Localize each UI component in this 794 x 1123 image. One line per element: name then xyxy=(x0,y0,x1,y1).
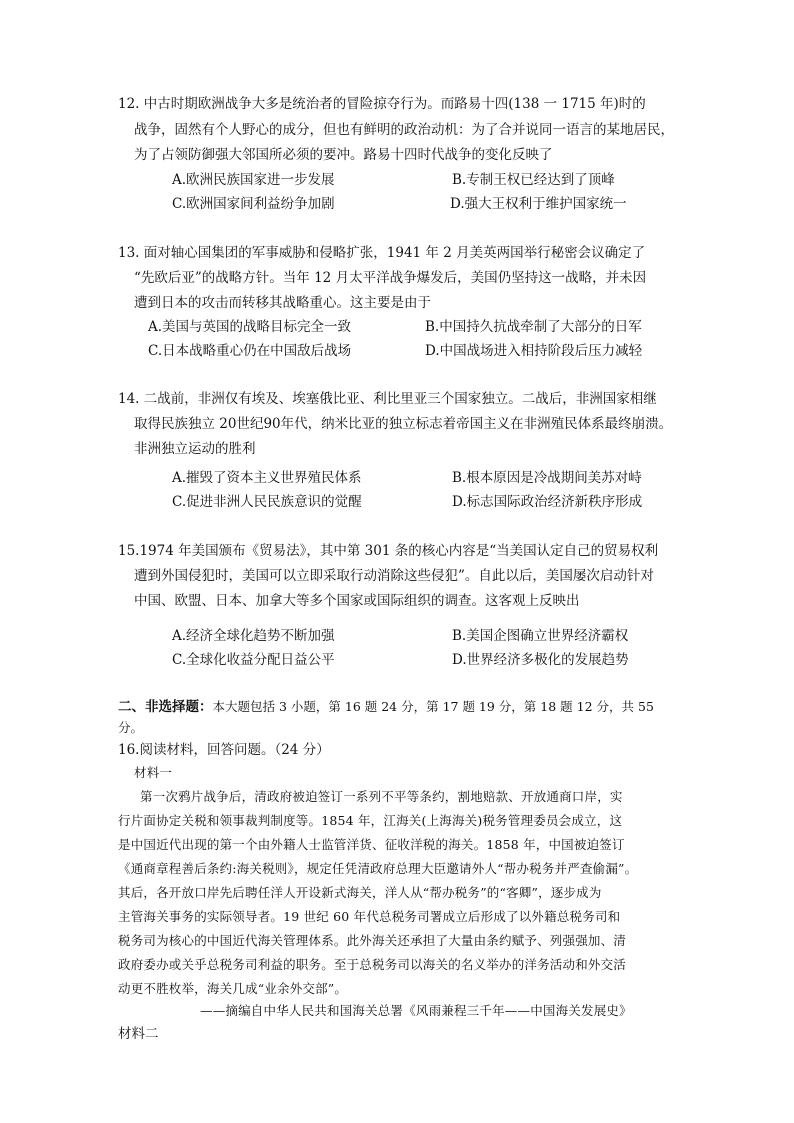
q15-option-c: C.全球化收益分配日益公平 xyxy=(172,652,335,668)
q15-option-b: B.美国企图确立世界经济霸权 xyxy=(452,628,629,644)
q12-line-2: 战争，固然有个人野心的成分，但也有鲜明的政治动机：为了合并说同一语言的某地居民， xyxy=(134,122,674,138)
material-1-label: 材料一 xyxy=(134,765,173,780)
material-2-label: 材料二 xyxy=(118,1026,159,1042)
material-1-line-8: 政府委办或关乎总税务司利益的职务。至于总税务司以海关的名义举办的洋务活动和外交活 xyxy=(118,957,627,972)
material-1-line-3: 是中国近代出现的第一个由外籍人士监管洋货、征收洋税的海关。1858 年，中国被迫签订 xyxy=(118,837,625,852)
q14-line-2: 取得民族独立 20世纪90年代，纳米比亚的独立标志着帝国主义在非洲殖民体系最终崩溃。 xyxy=(134,416,673,432)
q14-option-b: B.根本原因是冷战期间美苏对峙 xyxy=(452,470,642,486)
q16-title: 16.阅读材料，回答问题。（24 分） xyxy=(118,742,330,758)
q13-line-2: “先欧后亚”的战略方针。当年 12 月太平洋战争爆发后，美国仍坚持这一战略，并未因 xyxy=(134,270,647,286)
q14-line-1: 14. 二战前，非洲仅有埃及、埃塞俄比亚、利比里亚三个国家独立。二战后，非洲国家相继 xyxy=(118,391,657,407)
q12-line-1: 12. 中古时期欧洲战争大多是统治者的冒险掠夺行为。而路易十四(138 一 1715 年)时的 xyxy=(118,96,646,112)
material-1-line-4: 《通商章程善后条约:海关税则》，规定任凭清政府总理大臣邀请外人“帮办税务并严查偷漏”。 xyxy=(118,861,638,876)
q14-option-d: D.标志国际政治经济新秩序形成 xyxy=(452,494,643,510)
section-2-title: 二、非选择题： xyxy=(118,699,213,715)
q15-line-1: 15.1974 年美国颁布《贸易法》，其中第 301 条的核心内容是“当美国认定自己的贸易权利 xyxy=(118,543,659,559)
q13-option-b: B.中国持久抗战牵制了大部分的日军 xyxy=(425,319,642,335)
material-1-line-1: 第一次鸦片战争后，清政府被迫签订一系列不平等条约，割地赔款、开放通商口岸，实 xyxy=(140,789,623,804)
section-2-description: 本大题包括 3 小题，第 16 题 24 分，第 17 题 19 分，第 18 题 12 分，共 55 xyxy=(212,699,654,714)
material-1-line-5: 其后，各开放口岸先后聘任洋人开设新式海关，洋人从“帮办税务”的“客卿”，逐步成为 xyxy=(118,885,602,900)
material-1-line-7: 税务司为核心的中国近代海关管理体系。此外海关还承担了大量由条约赋予、列强强加、清 xyxy=(118,933,627,948)
q13-option-d: D.中国战场进入相持阶段后压力减轻 xyxy=(425,343,643,359)
q14-option-c: C.促进非洲人民民族意识的觉醒 xyxy=(172,494,362,510)
material-1-line-2: 行片面协定关税和领事裁判制度等。1854 年，江海关(上海海关)税务管理委员会成立，这 xyxy=(118,813,623,828)
q14-option-a: A.摧毁了资本主义世界殖民体系 xyxy=(172,470,362,486)
q15-line-2: 遭到外国侵犯时，美国可以立即采取行动消除这些侵犯”。自此以后，美国屡次启动针对 xyxy=(134,568,654,584)
q12-option-d: D.强大王权利于维护国家统一 xyxy=(450,196,627,212)
q12-option-a: A.欧洲民族国家进一步发展 xyxy=(172,172,335,188)
material-1-source: ——摘编自中华人民共和国海关总署《风雨兼程三千年——中国海关发展史》 xyxy=(200,1003,632,1018)
q13-line-3: 遭到日本的攻击而转移其战略重心。这主要是由于 xyxy=(134,295,431,311)
q15-option-a: A.经济全球化趋势不断加强 xyxy=(172,628,335,644)
q13-option-c: C.日本战略重心仍在中国敌后战场 xyxy=(148,343,352,359)
section-2-heading xyxy=(118,697,654,717)
q15-line-3: 中国、欧盟、日本、加拿大等多个国家或国际组织的调查。这客观上反映出 xyxy=(134,593,580,609)
q15-option-d: D.世界经济多极化的发展趋势 xyxy=(452,652,629,668)
q13-option-a: A.美国与英国的战略目标完全一致 xyxy=(148,319,352,335)
section-2-description-end: 分。 xyxy=(118,720,144,735)
material-1-line-6: 主管海关事务的实际领导者。19 世纪 60 年代总税务司署成立后形成了以外籍总税务司和 xyxy=(118,909,621,924)
q12-option-b: B.专制王权已经达到了顶峰 xyxy=(452,172,615,188)
material-1-line-9: 动更不胜枚举，海关几成“业余外交部”。 xyxy=(118,981,348,996)
q13-line-1: 13. 面对轴心国集团的军事威胁和侵略扩张，1941 年 2 月美英两国举行秘密会议确定了 xyxy=(118,245,646,261)
q12-option-c: C.欧洲国家间利益纷争加剧 xyxy=(172,196,335,212)
q12-line-3: 为了占领防御强大邻国所必须的要冲。路易十四时代战争的变化反映了 xyxy=(134,147,553,163)
q14-line-3: 非洲独立运动的胜利 xyxy=(134,441,256,457)
